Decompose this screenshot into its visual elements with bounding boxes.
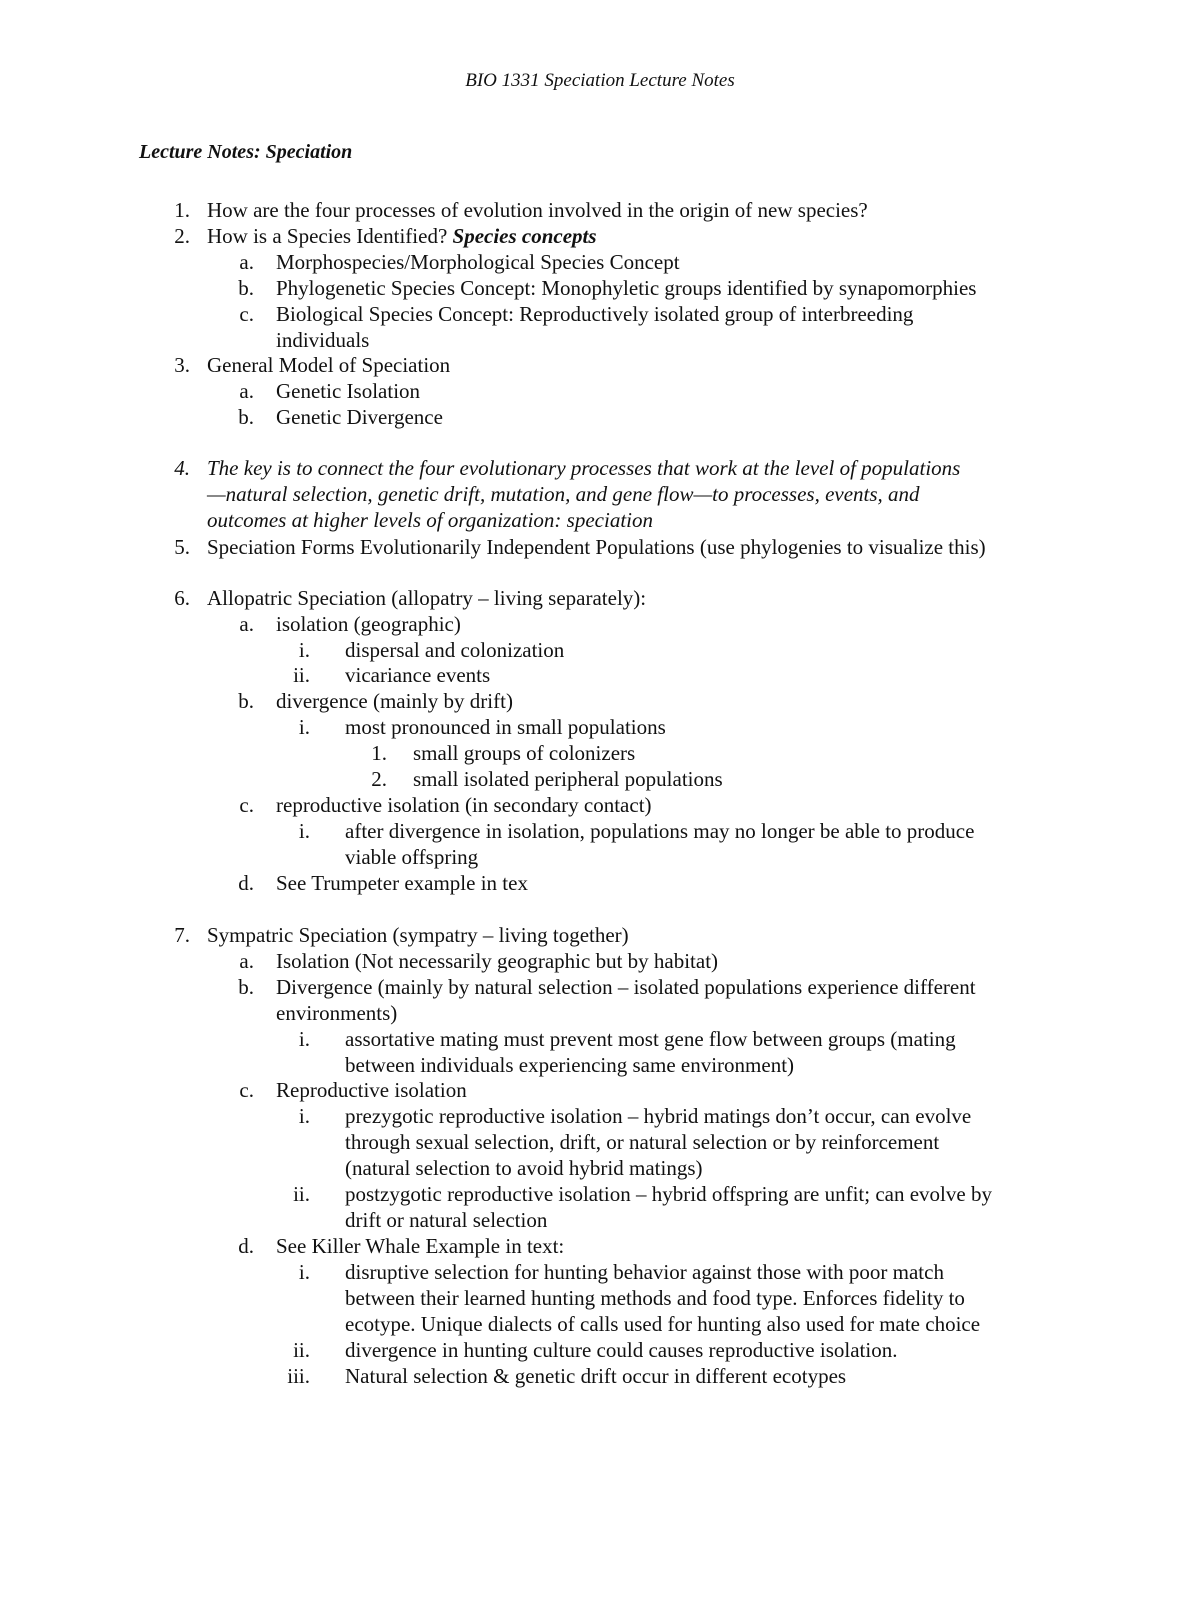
emphasized-text: Species concepts xyxy=(452,224,597,248)
list-item-line: Reproductive isolation xyxy=(276,1078,467,1102)
list-item-line: between individuals experiencing same environment) xyxy=(345,1053,795,1077)
list-marker: i. xyxy=(298,1104,310,1128)
list-item-line: The key is to connect the four evolutionary processes that work at the level of populations xyxy=(207,456,961,480)
list-marker: 1. xyxy=(371,741,387,765)
list-item-line: disruptive selection for hunting behavior against those with poor match xyxy=(345,1260,944,1284)
list-marker: 4. xyxy=(174,456,190,480)
list-item-line: —natural selection, genetic drift, mutation, and gene flow—to processes, events, and xyxy=(207,482,920,506)
list-item-line: Isolation (Not necessarily geographic but by habitat) xyxy=(276,949,719,973)
list-item-line: viable offspring xyxy=(345,845,479,869)
list-marker: i. xyxy=(298,715,310,739)
list-item-line: See Killer Whale Example in text: xyxy=(276,1234,565,1258)
list-marker: 2. xyxy=(174,224,190,248)
list-marker: b. xyxy=(238,276,254,300)
list-item-line: assortative mating must prevent most gene flow between groups (mating xyxy=(345,1027,956,1051)
list-item-line: drift or natural selection xyxy=(345,1208,548,1232)
list-item-line: Divergence (mainly by natural selection – isolated populations experience different xyxy=(276,975,976,999)
list-item-line: individuals xyxy=(276,328,370,352)
list-marker: d. xyxy=(238,1234,254,1258)
list-item-line: Biological Species Concept: Reproductively isolated group of interbreeding xyxy=(276,302,914,326)
list-item-line: reproductive isolation (in secondary contact) xyxy=(276,793,652,817)
list-marker: a. xyxy=(239,949,254,973)
list-marker: i. xyxy=(298,1027,310,1051)
list-marker: c. xyxy=(239,793,254,817)
list-item-line: How are the four processes of evolution involved in the origin of new species? xyxy=(207,198,868,222)
list-marker: a. xyxy=(239,379,254,403)
list-item-line: prezygotic reproductive isolation – hybrid matings don’t occur, can evolve xyxy=(345,1104,972,1128)
list-marker: ii. xyxy=(293,1182,310,1206)
list-marker: b. xyxy=(238,405,254,429)
list-marker: a. xyxy=(239,612,254,636)
list-marker: c. xyxy=(239,1078,254,1102)
page-title: Lecture Notes: Speciation xyxy=(139,141,353,163)
list-item-line: (natural selection to avoid hybrid matings) xyxy=(345,1156,703,1180)
list-item-line: postzygotic reproductive isolation – hybrid offspring are unfit; can evolve by xyxy=(345,1182,992,1206)
list-item-line: Sympatric Speciation (sympatry – living together) xyxy=(207,923,629,947)
list-item-line: ecotype. Unique dialects of calls used for hunting also used for mate choice xyxy=(345,1312,981,1336)
list-item-line: Speciation Forms Evolutionarily Independent Populations (use phylogenies to visualize this) xyxy=(207,535,986,559)
list-marker: i. xyxy=(298,1260,310,1284)
page-header: BIO 1331 Speciation Lecture Notes xyxy=(465,70,735,91)
list-marker: iii. xyxy=(287,1364,310,1388)
list-marker: 2. xyxy=(371,767,387,791)
list-item-line: dispersal and colonization xyxy=(345,638,565,662)
list-marker: 5. xyxy=(174,535,190,559)
list-marker: ii. xyxy=(293,1338,310,1362)
list-marker: a. xyxy=(239,250,254,274)
list-marker: b. xyxy=(238,689,254,713)
list-item-line: between their learned hunting methods and food type. Enforces fidelity to xyxy=(345,1286,965,1310)
list-marker: 3. xyxy=(174,353,190,377)
list-item-line: outcomes at higher levels of organization: speciation xyxy=(207,508,653,532)
list-item-line xyxy=(207,223,597,249)
list-marker: 7. xyxy=(174,923,190,947)
list-marker: ii. xyxy=(293,663,310,687)
list-marker: 6. xyxy=(174,586,190,610)
list-item-line: Phylogenetic Species Concept: Monophyletic groups identified by synapomorphies xyxy=(276,276,977,300)
list-marker: b. xyxy=(238,975,254,999)
list-item-line: isolation (geographic) xyxy=(276,612,461,636)
list-item-text: How is a Species Identified? xyxy=(207,224,453,248)
list-item-line: most pronounced in small populations xyxy=(345,715,666,739)
list-marker: i. xyxy=(298,638,310,662)
list-item-line: See Trumpeter example in tex xyxy=(276,871,528,895)
list-item-line: through sexual selection, drift, or natural selection or by reinforcement xyxy=(345,1130,940,1154)
list-marker: i. xyxy=(298,819,310,843)
list-item-line: Genetic Isolation xyxy=(276,379,421,403)
list-item-line: Natural selection & genetic drift occur in different ecotypes xyxy=(345,1364,847,1388)
list-item-line: General Model of Speciation xyxy=(207,353,451,377)
list-item-line: divergence (mainly by drift) xyxy=(276,689,513,713)
list-marker: 1. xyxy=(174,198,190,222)
list-item-line: environments) xyxy=(276,1001,398,1025)
list-item-line: small groups of colonizers xyxy=(413,741,636,765)
list-item-line: vicariance events xyxy=(345,663,491,687)
list-item-line: small isolated peripheral populations xyxy=(413,767,723,791)
list-marker: d. xyxy=(238,871,254,895)
list-marker: c. xyxy=(239,302,254,326)
list-item-line: Morphospecies/Morphological Species Concept xyxy=(276,250,680,274)
list-item-line: Genetic Divergence xyxy=(276,405,443,429)
list-item-line: after divergence in isolation, populations may no longer be able to produce xyxy=(345,819,975,843)
list-item-line: divergence in hunting culture could causes reproductive isolation. xyxy=(345,1338,898,1362)
list-item-line: Allopatric Speciation (allopatry – living separately): xyxy=(207,586,647,610)
